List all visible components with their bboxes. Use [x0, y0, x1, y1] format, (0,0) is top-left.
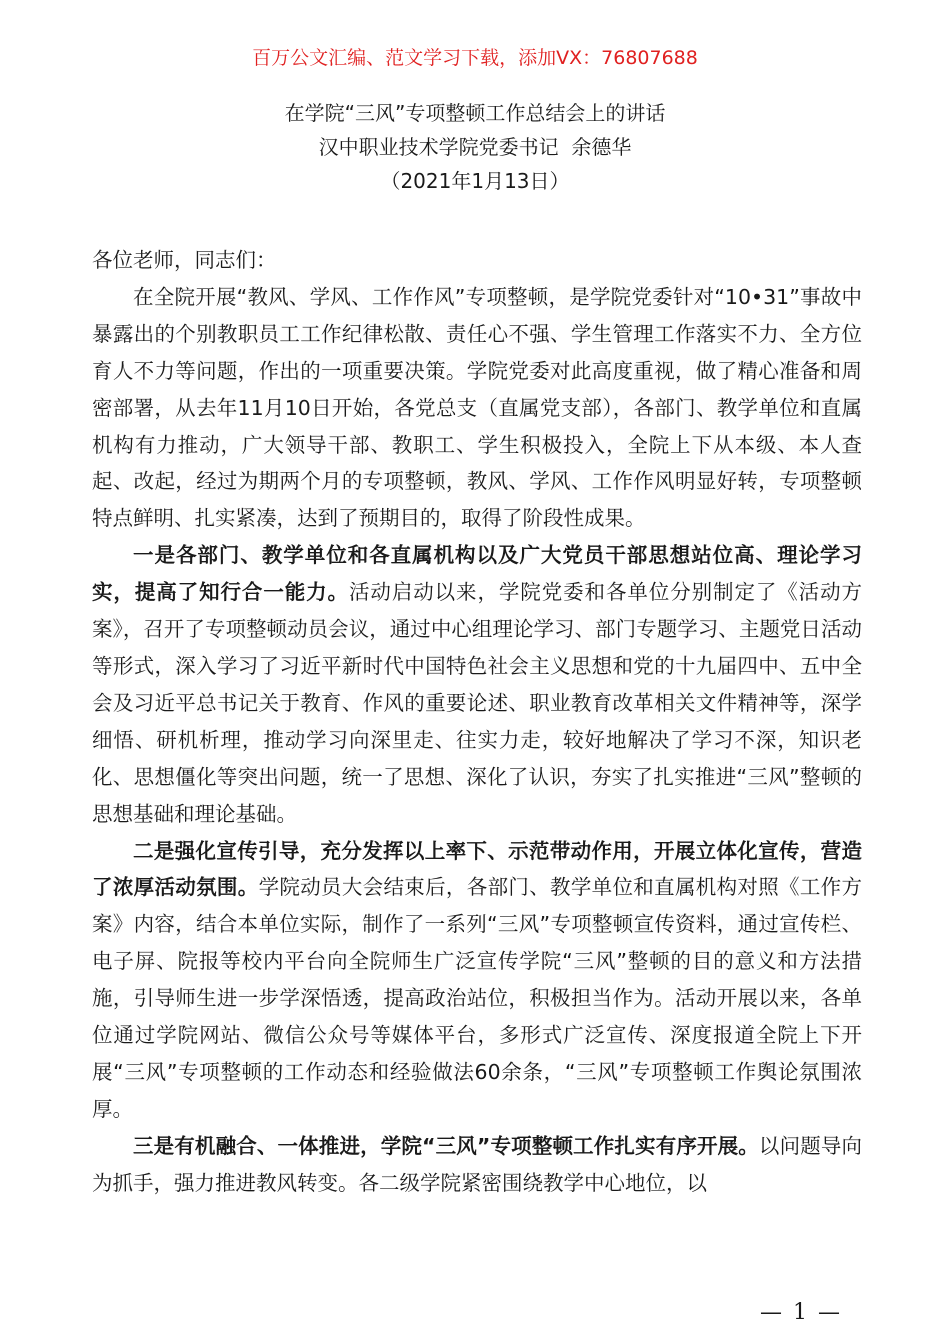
point-three-heading: 三是有机融合、一体推进，学院“三风”专项整顿工作扎实有序开展。	[133, 1133, 759, 1158]
point-two-heading: 二是强化宣传引导，充分发挥以上率下、示范带动作用，开展立体化宣传，营造了浓厚活动氛围。	[92, 838, 862, 900]
page-number: — 1 —	[760, 1300, 842, 1325]
speech-title-block	[0, 96, 950, 198]
speaker-line: 汉中职业技术学院党委书记 余德华	[318, 135, 632, 159]
point-three-text: 以问题导向为抓手，强力推进教风转变。各二级学院紧密围绕教学中心地位，以	[92, 1133, 862, 1195]
paragraph-point-one	[92, 537, 862, 832]
salutation: 各位老师，同志们：	[92, 248, 277, 272]
point-one-heading: 一是各部门、教学单位和各直属机构以及广大党员干部思想站位高、理论学习实，提高了知行合一能力。	[92, 543, 862, 605]
paragraph-point-two	[92, 833, 862, 1128]
speech-date: （2021年1月13日）	[380, 169, 570, 193]
promo-banner: 百万公文汇编、范文学习下载，添加VX：76807688	[252, 47, 698, 69]
paragraph-intro: 在全院开展“教风、学风、工作作风”专项整顿，是学院党委针对“10•31”事故中暴露出的个别教职员工工作纪律松散、责任心不强、学生管理工作落实不力、全方位育人不力等问题，作出的一项重要决策。学院党委对此高度重视，做了精心准备和周密部署，从去年11月10日开始，各党总支（直属党支部），各部门、教学单位和直属机构有力推动，广大领导干部、教职工、学生积极投入，全院上下从本级、本人查起、改起，经过为期两个月的专项整顿，教风、学风、工作作风明显好转，专项整顿特点鲜明、扎实紧凑，达到了预期目的，取得了阶段性成果。	[92, 284, 862, 531]
point-one-text: 活动启动以来，学院党委和各单位分别制定了《活动方案》，召开了专项整顿动员会议，通过中心组理论学习、部门专题学习、主题党日活动等形式，深入学习了习近平新时代中国特色社会主义思想和党的十九届四中、五中全会及习近平总书记关于教育、作风的重要论述、职业教育改革相关文件精神等，深学细悟、研机析理，推动学习向深里走、往实力走，较好地解决了学习不深，知识老化、思想僵化等突出问题，统一了思想、深化了认识，夯实了扎实推进“三风”整顿的思想基础和理论基础。	[92, 580, 863, 826]
point-two-text: 学院动员大会结束后，各部门、教学单位和直属机构对照《工作方案》内容，结合本单位实际，制作了一系列“三风”专项整顿宣传资料，通过宣传栏、电子屏、院报等校内平台向全院师生广泛宣传学院“三风”整顿的目的意义和方法措施，引导师生进一步学深悟透，提高政治站位，积极担当作为。活动开展以来，各单位通过学院网站、微信公众号等媒体平台，多形式广泛宣传、深度报道全院上下开展“三风”专项整顿的工作动态和经验做法60余条，“三风”专项整顿工作舆论氛围浓厚。	[92, 875, 863, 1121]
speech-title: 在学院“三风”专项整顿工作总结会上的讲话	[284, 101, 666, 125]
paragraph-point-three	[92, 1128, 862, 1202]
speech-body	[92, 242, 862, 1202]
